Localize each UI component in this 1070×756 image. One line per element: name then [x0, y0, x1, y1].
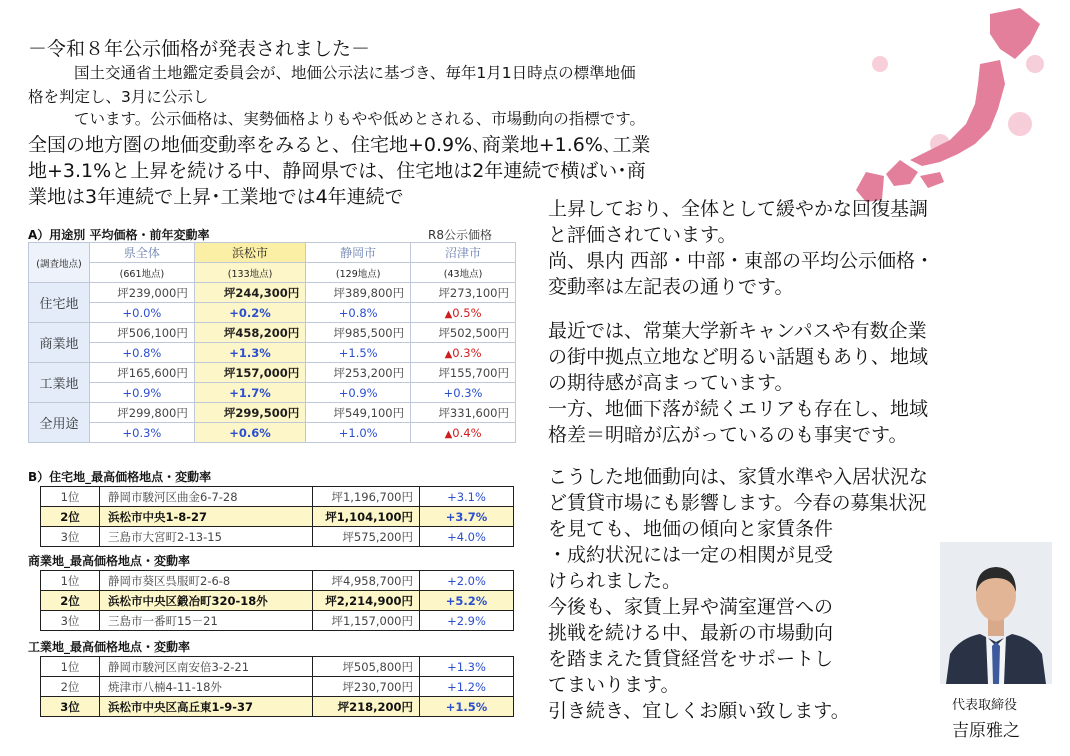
- col-count: (133地点): [194, 263, 305, 283]
- col-header: 浜松市: [194, 243, 305, 263]
- change-cell: +5.2%: [420, 591, 514, 611]
- portrait-photo: [940, 542, 1052, 684]
- address-cell: 焼津市八楠4-11-18外: [100, 677, 313, 697]
- change-cell: +3.1%: [420, 487, 514, 507]
- right-paragraph-1: 上昇しており、全体として緩やかな回復基調 と評価されています。 尚、県内 西部・中部・東部の平均公示価格・ 変動率は左記表の通りです。: [548, 198, 935, 298]
- price-cell: 坪458,200円: [194, 323, 305, 343]
- table-b-title: B）住宅地_最高価格地点・変動率: [28, 470, 212, 484]
- table-row: [41, 571, 514, 591]
- address-cell: 静岡市駿河区曲金6-7-28: [100, 487, 313, 507]
- japan-map-icon: [840, 4, 1060, 204]
- price-cell: 坪389,800円: [306, 283, 411, 303]
- price-cell: 坪253,200円: [306, 363, 411, 383]
- change-cell: +0.9%: [90, 383, 195, 403]
- rank-cell: 3位: [41, 611, 100, 631]
- page-title: －令和８年公示価格が発表されました－: [28, 38, 371, 60]
- address-cell: 三島市大宮町2-13-15: [100, 527, 313, 547]
- table-row: [29, 383, 516, 403]
- price-cell: 坪1,157,000円: [313, 611, 420, 631]
- table-row: [41, 591, 514, 611]
- col-count: (661地点): [90, 263, 195, 283]
- rank-cell: 1位: [41, 571, 100, 591]
- rank-cell: 3位: [41, 527, 100, 547]
- intro-line-1: 国土交通省土地鑑定委員会が、地価公示法に基づき、毎年1月1日時点の標準地価: [74, 64, 636, 82]
- change-cell: ▲0.3%: [411, 343, 516, 363]
- right-paragraph-3: こうした地価動向は、家賃水準や入居状況な ど賃貸市場にも影響します。今春の募集状況 を見ても、地価の傾向と家賃条件 ・成約状況には一定の相関が見受 けられました。 今後も、家賃上昇や満室運営への 挑戦を続ける中、最新の市場動向 を踏まえた賃貸経営をサポートし てまいります。 引き続き、宜しくお願い致します。: [548, 466, 929, 722]
- address-cell: 静岡市駿河区南安倍3-2-21: [100, 657, 313, 677]
- change-cell: +0.8%: [306, 303, 411, 323]
- change-cell: +0.9%: [306, 383, 411, 403]
- price-cell: 坪299,500円: [194, 403, 305, 423]
- commercial-ranking-title: 商業地_最高価格地点・変動率: [28, 554, 191, 568]
- table-row: [41, 507, 514, 527]
- table-row: [41, 697, 514, 717]
- col-count: (129地点): [306, 263, 411, 283]
- change-cell: +1.2%: [420, 677, 514, 697]
- col-header: 静岡市: [306, 243, 411, 263]
- change-cell: +0.6%: [194, 423, 305, 443]
- intro-line-4: 全国の地方圏の地価変動率をみると、住宅地+0.9%､商業地+1.6%､工業: [28, 134, 651, 156]
- right-paragraph-2: 最近では、常葉大学新キャンパスや有数企業 の街中拠点立地など明るい話題もあり、地域 の期待感が高まっています。 一方、地価下落が続くエリアも存在し、地域 格差＝明暗が広がっているのも事実です。: [548, 320, 929, 446]
- price-cell: 坪1,196,700円: [313, 487, 420, 507]
- col-header: 県全体: [90, 243, 195, 263]
- table-row: [29, 403, 516, 423]
- table-row: [29, 343, 516, 363]
- price-cell: 坪157,000円: [194, 363, 305, 383]
- price-cell: 坪2,214,900円: [313, 591, 420, 611]
- intro-line-5: 地+3.1%と上昇を続ける中、静岡県では、住宅地は2年連続で横ばい･商: [28, 160, 646, 182]
- price-cell: 坪1,104,100円: [313, 507, 420, 527]
- table-a-note: R8公示価格: [428, 228, 492, 242]
- row-label: 工業地: [29, 363, 90, 403]
- commercial-ranking-table: [40, 570, 514, 631]
- price-cell: 坪244,300円: [194, 283, 305, 303]
- change-cell: +0.0%: [90, 303, 195, 323]
- change-cell: ▲0.4%: [411, 423, 516, 443]
- table-row: [29, 363, 516, 383]
- table-row: [41, 657, 514, 677]
- address-cell: 三島市一番町15－21: [100, 611, 313, 631]
- change-cell: ▲0.5%: [411, 303, 516, 323]
- price-cell: 坪575,200円: [313, 527, 420, 547]
- price-cell: 坪218,200円: [313, 697, 420, 717]
- row-label: 商業地: [29, 323, 90, 363]
- address-cell: 浜松市中央区鍛冶町320-18外: [100, 591, 313, 611]
- rank-cell: 2位: [41, 677, 100, 697]
- price-cell: 坪505,800円: [313, 657, 420, 677]
- rank-cell: 1位: [41, 657, 100, 677]
- intro-line-2: 格を判定し、3月に公示し: [28, 88, 209, 106]
- intro-line-3: ています。公示価格は、実勢価格よりもやや低めとされる、市場動向の指標です。: [74, 110, 646, 128]
- price-cell: 坪230,700円: [313, 677, 420, 697]
- table-row: [41, 611, 514, 631]
- price-cell: 坪4,958,700円: [313, 571, 420, 591]
- intro-line-6: 業地は3年連続で上昇･工業地では4年連続で: [28, 186, 404, 208]
- table-row: [29, 283, 516, 303]
- row-label: 全用途: [29, 403, 90, 443]
- change-cell: +4.0%: [420, 527, 514, 547]
- table-row: [29, 423, 516, 443]
- address-cell: 浜松市中央区高丘東1-9-37: [100, 697, 313, 717]
- table-a-header-left: (調査地点): [29, 243, 90, 283]
- change-cell: +1.3%: [420, 657, 514, 677]
- price-cell: 坪165,600円: [90, 363, 195, 383]
- change-cell: +1.5%: [420, 697, 514, 717]
- address-cell: 浜松市中央1-8-27: [100, 507, 313, 527]
- row-label: 住宅地: [29, 283, 90, 323]
- price-cell: 坪239,000円: [90, 283, 195, 303]
- change-cell: +1.3%: [194, 343, 305, 363]
- table-row: [29, 303, 516, 323]
- down-triangle-icon: ▲: [444, 348, 453, 360]
- industrial-ranking-title: 工業地_最高価格地点・変動率: [28, 640, 191, 654]
- price-cell: 坪273,100円: [411, 283, 516, 303]
- price-cell: 坪985,500円: [306, 323, 411, 343]
- change-cell: +2.0%: [420, 571, 514, 591]
- change-cell: +0.2%: [194, 303, 305, 323]
- change-cell: +0.8%: [90, 343, 195, 363]
- price-cell: 坪549,100円: [306, 403, 411, 423]
- col-count: (43地点): [411, 263, 516, 283]
- rank-cell: 2位: [41, 507, 100, 527]
- change-cell: +2.9%: [420, 611, 514, 631]
- rank-cell: 1位: [41, 487, 100, 507]
- table-row: [29, 323, 516, 343]
- price-cell: 坪155,700円: [411, 363, 516, 383]
- industrial-ranking-table: [40, 656, 514, 717]
- price-cell: 坪502,500円: [411, 323, 516, 343]
- change-cell: +1.0%: [306, 423, 411, 443]
- signature-role: 代表取締役: [952, 698, 1018, 713]
- residential-ranking-table: [40, 486, 514, 547]
- address-cell: 静岡市葵区呉服町2-6-8: [100, 571, 313, 591]
- signature-name: 吉原雅之: [952, 721, 1020, 741]
- rank-cell: 3位: [41, 697, 100, 717]
- table-a-title: A）用途別 平均価格・前年変動率: [28, 228, 210, 242]
- rank-cell: 2位: [41, 591, 100, 611]
- table-row: [41, 677, 514, 697]
- table-row: [41, 487, 514, 507]
- down-triangle-icon: ▲: [444, 308, 453, 320]
- change-cell: +0.3%: [411, 383, 516, 403]
- table-a: [28, 242, 516, 443]
- table-row: [41, 527, 514, 547]
- price-cell: 坪506,100円: [90, 323, 195, 343]
- price-cell: 坪299,800円: [90, 403, 195, 423]
- change-cell: +1.7%: [194, 383, 305, 403]
- change-cell: +0.3%: [90, 423, 195, 443]
- change-cell: +1.5%: [306, 343, 411, 363]
- down-triangle-icon: ▲: [444, 428, 453, 440]
- col-header: 沼津市: [411, 243, 516, 263]
- price-cell: 坪331,600円: [411, 403, 516, 423]
- change-cell: +3.7%: [420, 507, 514, 527]
